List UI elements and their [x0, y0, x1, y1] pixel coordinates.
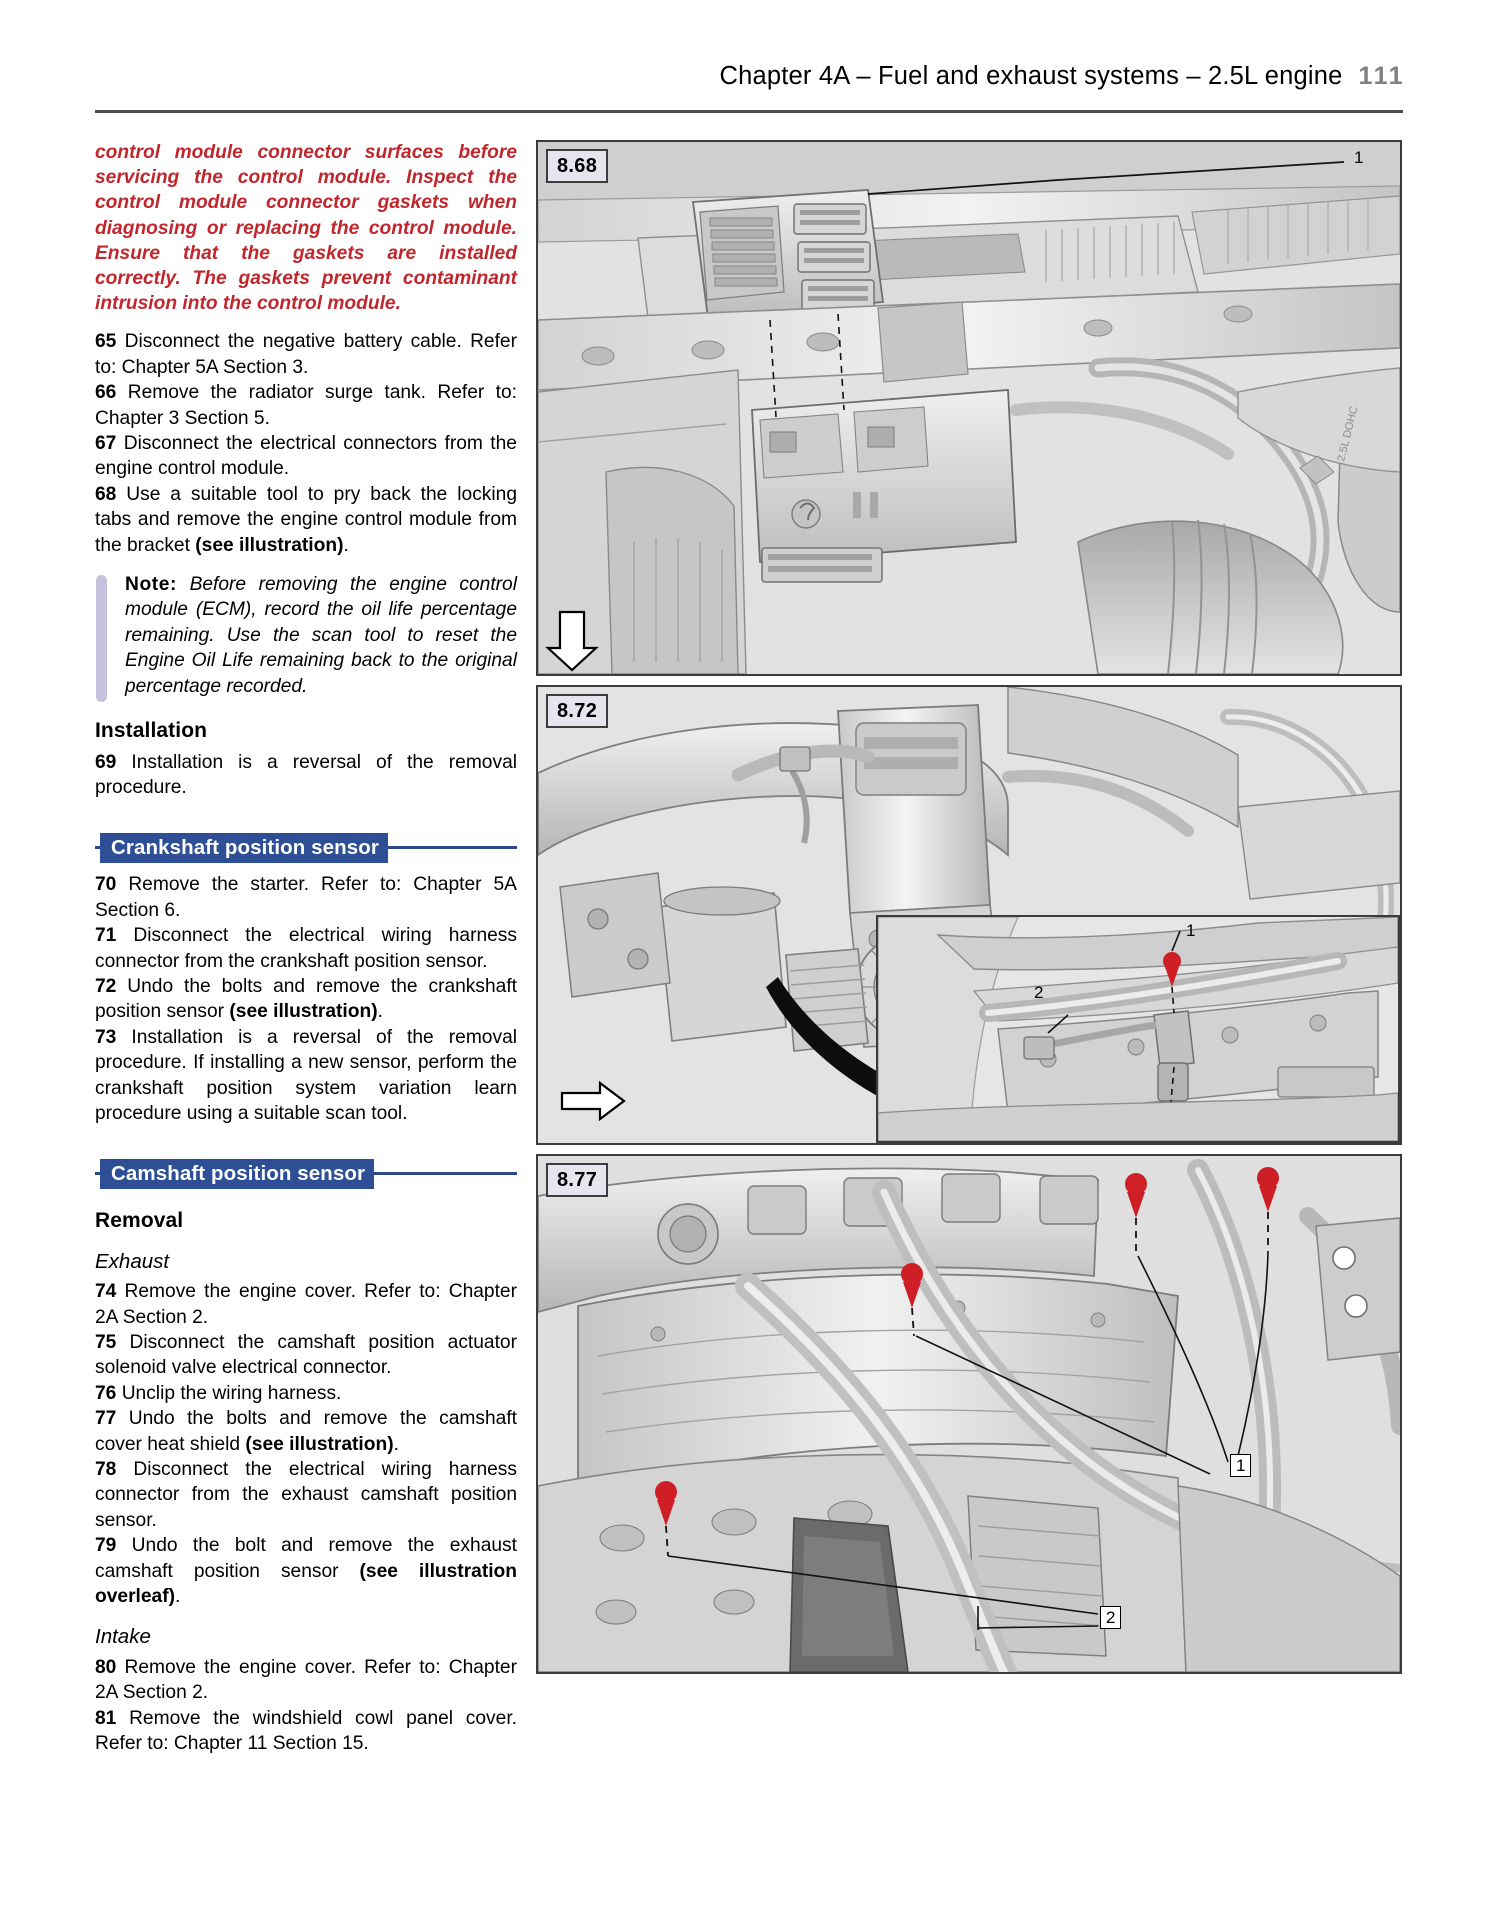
- note-block: [95, 572, 517, 699]
- figure-8-72: [536, 685, 1402, 1145]
- step-number: 81: [95, 1707, 117, 1729]
- step-70: [95, 872, 517, 923]
- step-number: 72: [95, 975, 117, 997]
- step-69: [95, 750, 517, 801]
- step-text: Disconnect the negative battery cable. Refer to: Chapter 5A Section 3.: [95, 331, 517, 378]
- step-number: 73: [95, 1026, 117, 1048]
- step-number: 78: [95, 1459, 117, 1481]
- step-text: Remove the engine cover. Refer to: Chapter 2A Section 2.: [95, 1281, 517, 1328]
- step-text-tail: .: [343, 534, 349, 556]
- figure-8-68: [536, 140, 1402, 676]
- step-number: 80: [95, 1656, 117, 1678]
- step-number: 79: [95, 1535, 117, 1557]
- step-number: 76: [95, 1382, 117, 1404]
- step-71: [95, 923, 517, 974]
- step-text: Installation is a reversal of the removal procedure.: [95, 751, 518, 798]
- step-cross-reference: (see illustration): [229, 1001, 378, 1023]
- step-75: [95, 1330, 517, 1381]
- step-74: [95, 1279, 517, 1330]
- step-cross-reference: (see illustration): [245, 1433, 394, 1455]
- crankshaft-section-heading: [95, 833, 517, 863]
- camshaft-section-heading: [95, 1159, 517, 1189]
- figure-8-77-artwork: [538, 1156, 1400, 1672]
- step-text: Remove the engine cover. Refer to: Chapter 2A Section 2.: [95, 1656, 517, 1704]
- step-80: [95, 1655, 517, 1706]
- figure-8-72-detail-inset: [876, 915, 1400, 1143]
- step-text: Disconnect the electrical connectors from the engine control module.: [95, 433, 517, 480]
- figure-8-72-badge: 8.72: [546, 694, 608, 728]
- step-text-tail: .: [377, 1001, 383, 1023]
- note-label: Note:: [125, 574, 178, 596]
- removal-heading: Removal: [95, 1209, 184, 1233]
- step-text: Disconnect the camshaft position actuator solenoid valve electrical connector.: [95, 1332, 517, 1379]
- figure-8-68-artwork: [538, 142, 1400, 674]
- step-number: 68: [95, 483, 117, 505]
- step-66: [95, 380, 517, 431]
- figure-8-72-inset-artwork: [878, 917, 1398, 1141]
- figure-8-77-callout-1: 1: [1230, 1454, 1251, 1477]
- step-text: Remove the windshield cowl panel cover. Refer to: Chapter 11 Section 15.: [95, 1707, 517, 1755]
- figure-8-77-callout-2: 2: [1100, 1606, 1121, 1629]
- intake-heading: Intake: [95, 1625, 151, 1649]
- step-number: 70: [95, 874, 117, 896]
- step-text: Remove the radiator surge tank. Refer to: Chapter 3 Section 5.: [95, 382, 517, 429]
- warning-paragraph: control module connector surfaces before servicing the control module. Inspect the control module connector gaskets when diagnosing or replacing the control module. Ensure that the gaskets are installed correctly. The gaskets prevent contaminant intrusion into the control module.: [95, 142, 517, 315]
- step-text: Undo the bolt and remove the exhaust camshaft position sensor: [95, 1535, 517, 1582]
- step-cross-reference: (see illustration overleaf): [95, 1560, 517, 1608]
- step-number: 77: [95, 1408, 117, 1430]
- left-text-column: [95, 140, 517, 1757]
- step-73: [95, 1025, 517, 1127]
- step-number: 74: [95, 1281, 117, 1303]
- step-text: Remove the starter. Refer to: Chapter 5A Section 6.: [95, 874, 517, 921]
- step-number: 66: [95, 382, 117, 404]
- step-number: 75: [95, 1332, 117, 1354]
- step-text-tail: .: [393, 1433, 399, 1455]
- figure-8-77-badge: 8.77: [546, 1163, 608, 1197]
- figure-8-68-badge: 8.68: [546, 149, 608, 183]
- step-68: [95, 482, 517, 558]
- page-header: [95, 62, 1405, 91]
- step-text: Unclip the wiring harness.: [121, 1382, 342, 1404]
- step-number: 69: [95, 751, 117, 773]
- chapter-title: Chapter 4A – Fuel and exhaust systems – 2.5L engine: [719, 62, 1343, 90]
- step-text: Installation is a reversal of the removal procedure. If installing a new sensor, perform the crankshaft position system variation learn procedure using a suitable scan tool.: [95, 1026, 518, 1124]
- step-77: [95, 1406, 517, 1457]
- figure-8-77: [536, 1154, 1402, 1674]
- step-76: [95, 1381, 517, 1406]
- step-text: Disconnect the electrical wiring harness connector from the crankshaft position sensor.: [95, 925, 517, 972]
- step-65: [95, 329, 517, 380]
- figure-8-72-callout-1: 1: [1186, 921, 1196, 940]
- section-heading-label: Camshaft position sensor: [100, 1159, 374, 1189]
- step-text: Use a suitable tool to pry back the locking tabs and remove the engine control module from the bracket: [95, 483, 517, 556]
- figure-8-72-callout-2: 2: [1034, 983, 1044, 1002]
- step-72: [95, 974, 517, 1025]
- svg-text:2.5L DOHC: 2.5L DOHC: [1335, 405, 1361, 463]
- step-number: 65: [95, 331, 117, 353]
- section-heading-label: Crankshaft position sensor: [100, 833, 388, 863]
- exhaust-heading: Exhaust: [95, 1249, 170, 1273]
- step-78: [95, 1457, 517, 1533]
- note-text: Before removing the engine control module (ECM), record the oil life percentage remaining. Use the scan tool to reset the Engine Oil Life remaining back to the original percentage recorded.: [125, 574, 517, 697]
- page-number: 111: [1358, 62, 1405, 90]
- step-text: Disconnect the electrical wiring harness connector from the exhaust camshaft position sensor.: [95, 1459, 517, 1531]
- header-divider: [95, 110, 1403, 113]
- step-number: 67: [95, 433, 117, 455]
- step-text: Undo the bolts and remove the camshaft cover heat shield: [95, 1408, 517, 1455]
- step-79: [95, 1533, 517, 1609]
- step-text: Undo the bolts and remove the crankshaft position sensor: [95, 975, 517, 1023]
- step-text-tail: .: [174, 1586, 181, 1608]
- step-67: [95, 431, 517, 482]
- step-cross-reference: (see illustration): [195, 534, 344, 556]
- step-number: 71: [95, 925, 117, 947]
- step-81: [95, 1706, 517, 1757]
- figure-8-68-callout-1: 1: [1354, 148, 1364, 167]
- note-accent-bar: [96, 575, 107, 702]
- installation-heading: Installation: [95, 719, 208, 743]
